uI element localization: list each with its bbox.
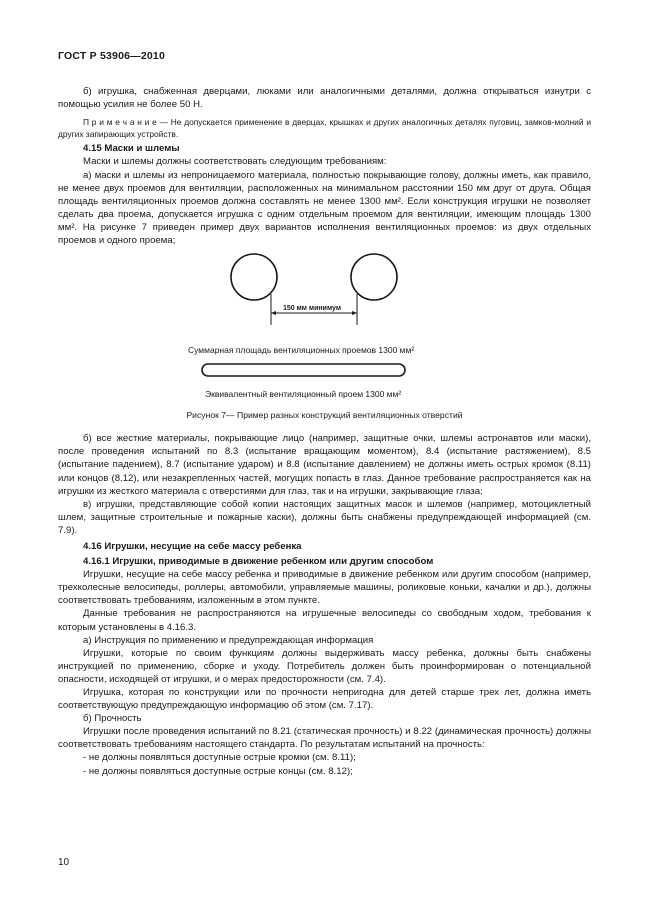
subitem-title: б) Прочность <box>83 713 142 725</box>
vent-opening-circle-left <box>231 254 277 300</box>
dimension-label: 150 мм минимум <box>283 305 342 313</box>
subsection-heading-4-16-1: 4.16.1 Игрушки, приводимые в движение ребенком или другим способом <box>83 556 434 568</box>
page-number: 10 <box>58 857 70 868</box>
figure-title: Рисунок 7— Пример разных конструкций вентиляционных отверстий <box>186 410 463 421</box>
paragraph: б) игрушка, снабженная дверцами, люками или аналогичными деталями, должна открываться изнутри с помощью усилия не более 50 Н. <box>58 86 591 111</box>
caption-area-two-openings: Суммарная площадь вентиляционных проемов 1300 мм² <box>188 345 415 356</box>
page-content <box>58 85 591 778</box>
figure-7 <box>58 250 591 405</box>
arrow-right <box>352 311 357 315</box>
subitem-title: а) Инструкция по применению и предупреждающая информация <box>83 634 374 646</box>
vent-opening-slot <box>202 364 405 376</box>
paragraph: Игрушки, несущие на себе массу ребенка и приводимые в движение ребенком или другим способом (например, трехколесные велосипеды, роллеры, автомобили, управляемые машины, роликовые коньки, качалки и др.), должны соответствовать требованиям, изложенным в этом пункте. <box>58 569 591 607</box>
document-header: ГОСТ Р 53906—2010 <box>58 50 166 62</box>
list-item: в) игрушки, представляющие собой копии настоящих защитных масок и шлемов (например, мотоциклетный шлем, защитные строительные и пожарные каски), должны быть снабжены предупреждающей информацией (см. 7.9). <box>58 498 591 536</box>
list-item: - не должны появляться доступные острые кромки (см. 8.11); <box>83 752 356 764</box>
paragraph: Игрушки, которые по своим функциям должны выдерживать массу ребенка, должны быть снабжены инструкцией по применению, сборке и уходу. Потребитель должен быть проинформирован о потенциальной опасности, исходящей от игрушки, и о мерах предосторожности (см. 7.4). <box>58 647 591 685</box>
paragraph: Игрушка, которая по конструкции или по прочности непригодна для детей старше трех лет, должна иметь соответствующую предупреждающую информацию об этом (см. 7.17). <box>58 687 591 712</box>
list-item: а) маски и шлемы из непроницаемого материала, полностью покрывающие голову, должны иметь, как правило, не менее двух проемов для вентиляции, расположенных на минимальном расстоянии 150 мм друг от друга. Общая площадь вентиляционных проемов должна составлять не менее 1300 мм². Если конструкция игрушки не позволяет сделать два проема, допускается игрушка с одним отдельным проемом для вентиляции, имеющим площадь 1300 мм². На рисунке 7 приведен пример двух вариантов исполнения вентиляционных проемов: из двух отдельных проемов и одного проема; <box>58 169 591 247</box>
note: П р и м е ч а н и е — Не допускается применение в дверцах, крышках и других аналогичных деталях пуговиц, замков-молний и других запирающих устройств. <box>58 117 591 139</box>
ventilation-diagram <box>58 250 591 405</box>
list-item: б) все жесткие материалы, покрывающие лицо (например, защитные очки, шлемы астронавтов или маски), после проведения испытаний по 8.3 (испытание вращающим моментом), 8.4 (испытание растяжением), 8.5 (испытание падением), 8.7 (испытание ударом) и 8.8 (испытание давлением) не должны иметь острых кромок (8.11) или концов (8.12), или незакрепленных частей, могущих попасть в глаз. Данное требование распространяется как на игрушки из жесткого материала с отверстиями для глаз, так и на игрушки, закрывающие глаза; <box>58 433 591 497</box>
section-heading-4-15: 4.15 Маски и шлемы <box>83 143 180 155</box>
arrow-left <box>271 311 276 315</box>
list-item: - не должны появляться доступные острые концы (см. 8.12); <box>83 765 353 777</box>
paragraph: Игрушки после проведения испытаний по 8.21 (статическая прочность) и 8.22 (динамическая прочность) должны соответствовать требованиям настоящего стандарта. По результатам испытаний на прочность: <box>58 726 591 751</box>
paragraph: Маски и шлемы должны соответствовать следующим требованиям: <box>83 156 387 168</box>
caption-area-single-opening: Эквивалентный вентиляционный проем 1300 мм² <box>205 389 402 400</box>
vent-opening-circle-right <box>351 254 397 300</box>
paragraph: Данные требования не распространяются на игрушечные велосипеды со свободным ходом, требования к которым установлены в 4.16.3. <box>58 608 591 633</box>
section-heading-4-16: 4.16 Игрушки, несущие на себе массу ребенка <box>83 540 302 552</box>
